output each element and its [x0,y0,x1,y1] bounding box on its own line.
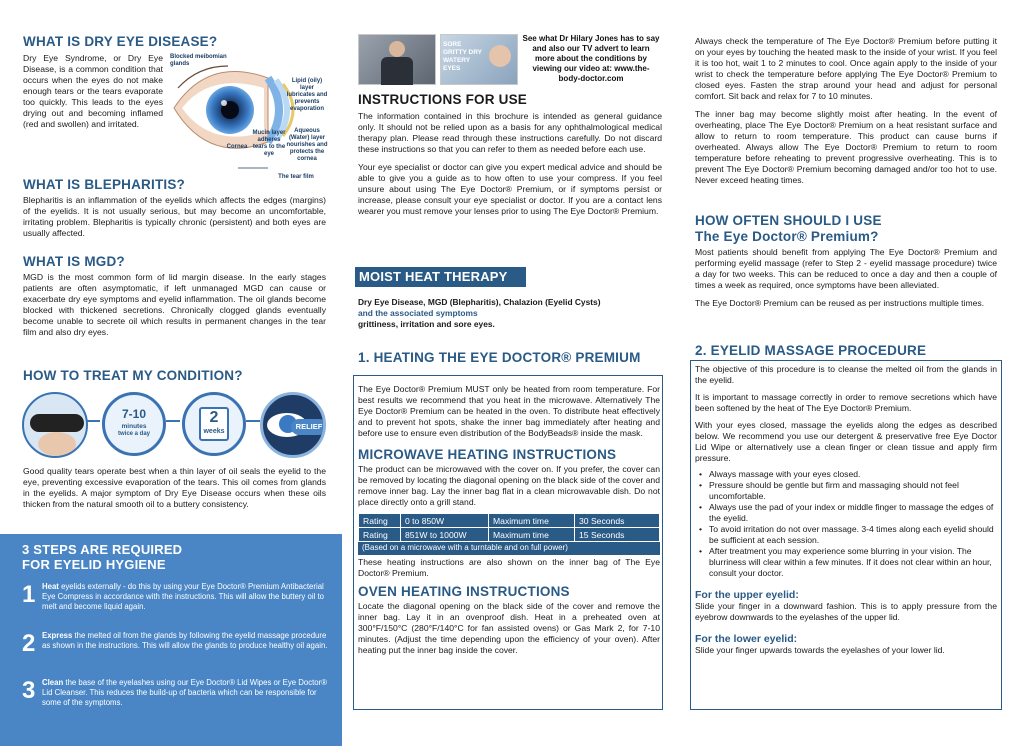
calendar-icon [182,392,246,456]
instructions-p2: Your eye specialist or doctor can give you expert medical advice and should be able to give you a guide as to how often to use your compress. If you feel unsure about using The Eye Doctor® Premium, or if symptoms persist or increase, please consult your eye specialist or doctor. If you are a contact lens wearer you must remove your lenses prior to using The Eye Doctor® Premium. [358,162,662,216]
step-2-number: 2 [22,630,36,657]
steps-heading-line1: 3 STEPS ARE REQUIRED [22,542,183,557]
video-thumbnail-advert[interactable] [440,34,518,85]
rating-note: (Based on a microwave with a turntable and on full power) [358,542,660,555]
steps-panel [0,534,342,746]
how-often-p2: The Eye Doctor® Premium can be reused as per instructions multiple times. [695,298,985,308]
step-1-bold: Heat [42,582,59,591]
step-1-text [42,582,328,612]
label-aqueous-layer: Aqueous (Water) layer nourishes and protects the cornea [286,128,328,162]
section-treat [23,368,326,384]
section-blepharitis [23,177,326,239]
microwave-after: These heating instructions are also shown on the inner bag of The Eye Doctor® Premium. [358,557,660,578]
relief-label: RELIEF [291,419,326,435]
clock-top: 7-10 [121,407,147,421]
table-cell: 0 to 850W [401,514,489,528]
steps-heading [22,542,182,572]
upper-eyelid-heading: For the upper eyelid: [695,589,799,601]
temperature-p1: Always check the temperature of The Eye Doctor® Premium before putting it on your eyes by touching the heated mask to the inside of your wrist. If you feel it is too hot, wait 1 to 2 minutes to cool. Once again apply to the inside of your wrist to check the temperature before applying The Eye Doctor® Premium to closed eyes. Fasten the strap around your head and adjust for personal comfort. Sit back and relax for 7 to 10 minutes. [695,36,997,101]
table-row [359,514,660,528]
label-tear-film: The tear film [278,174,314,180]
connector [86,420,100,422]
list-item: • To avoid irritation do not over massage. 3-4 times along each eyelid should be sufficient at each session. [699,524,997,546]
heating-body: The Eye Doctor® Premium MUST only be heated from room temperature. For best results we recommend that you heat in the microwave. Alternatively The Eye Doctor® Premium can be heated in the oven. To distribute heat effectively and to prevent hot spots, shake the inner bag immediately after heating and before use to ensure even distribution of the BodyBeads® inside the mask. [358,384,660,438]
how-often-line1: HOW OFTEN SHOULD I USE [695,213,882,228]
microwave-body: The product can be microwaved with the cover on. If you prefer, the cover can be removed by locating the diagonal opening on the black side of the cover and remove inner bag. Lay the inner bag flat in a clean microwavable dish. Do not place directly onto a grill stand. [358,464,660,507]
label-mucin-layer: Mucin layer adheres tears to the eye [252,130,286,157]
eye-mask-icon [22,392,88,458]
step-3-text [42,678,328,708]
rating-table-grid [358,513,660,542]
section-massage-heading [695,343,997,359]
label-lipid-layer: Lipid (oily) layer lubricates and prevents evaporation [286,78,328,112]
blepharitis-body: Blepharitis is an inflammation of the eyelids which affects the edges (margins) of the eyelids. It is not usually serious, but may become an uncomfortable, irritating problem. Blepharitis is typically chronic (persistent) and both eyes are usually affected. [23,195,326,238]
list-item: • Always massage with your eyes closed. [699,469,997,480]
upper-eyelid-body: Slide your finger in a downward fashion. This is to apply pressure from the eyebrow downwards to the eyelashes of the upper lid. [695,601,997,622]
massage-p2: It is important to massage correctly in order to remove secretions which have been softened by the heat of The Eye Doctor® Premium. [695,392,997,413]
list-item: • Pressure should be gentle but firm and massaging should not feel uncomfortable. [699,480,997,502]
calendar-number: 2 [209,409,219,426]
moist-heat-conditions [358,297,662,330]
temperature-p2: The inner bag may become slightly moist after heating. In the event of overheating, place The Eye Doctor® Premium on a heat resistant surface and allow to return to room temperature. This product can cause burns if overheated. Always allow The Eye Doctor® Premium to return to room temperature before reheating to prevent progressive overheating. This is to prevent The Eye Doctor® Premium becoming damaged and/or too hot to use. Never exceed heating times. [695,109,997,185]
heading-treat: HOW TO TREAT MY CONDITION? [23,368,243,383]
lower-eyelid-body: Slide your finger upwards towards the eyelashes of your lower lid. [695,645,945,655]
relief-eye-icon [260,392,326,458]
section-instructions [358,92,662,217]
heading-massage: 2. EYELID MASSAGE PROCEDURE [695,343,927,358]
section-mgd [23,254,326,338]
connector [166,420,180,422]
how-often-p1: Most patients should benefit from applying The Eye Doctor® Premium and performing eyelid massage (refer to Step 2 - eyelid massage procedure) twice a day for two weeks. This can be reduced to once a day and then a couple of times a week as required, once symptoms have been alleviated. [695,247,997,290]
list-item: • After treatment you may experience some blurring in your vision. The blurriness will clear within a few minutes. If it does not clear within an hour, consult your doctor. [699,546,997,579]
heading-oven: OVEN HEATING INSTRUCTIONS [358,584,570,599]
connector [246,420,260,422]
moist-heat-banner: MOIST HEAT THERAPY [355,267,526,287]
table-cell: Maximum time [489,528,575,542]
table-cell: 15 Seconds [575,528,660,542]
step-2-bold: Express [42,631,73,640]
video-thumbnail-doctor[interactable] [358,34,436,85]
heating-content [358,384,660,656]
conditions-line3: grittiness, irritation and sore eyes. [358,319,495,329]
calendar-unit: weeks [203,428,225,435]
table-cell: Rating [359,528,401,542]
massage-content [695,364,997,656]
oven-body: Locate the diagonal opening on the black side of the cover and remove the inner bag. Lay it in an ovenproof dish. Heat in a preheated oven at 300°F/150°C (280°F/140°C for fan assisted ovens) or Gas Mark 2, for 7-10 minutes. (Adjust the time depending upon the efficiency of your oven). After heating put the inner bag inside the cover. [358,601,660,655]
heading-heating: 1. HEATING THE EYE DOCTOR® PREMIUM [358,350,641,365]
step-1-number: 1 [22,581,36,608]
video-caption: See what Dr Hilary Jones has to say and also our TV advert to learn more about the conditions by viewing our video at: www.the-body-doctor.com [522,34,660,83]
clock-icon [102,392,166,456]
heading-how-often [695,213,997,245]
step-3-number: 3 [22,677,36,704]
table-cell: 851W to 1000W [401,528,489,542]
heading-mgd: WHAT IS MGD? [23,254,125,269]
massage-p1: The objective of this procedure is to cleanse the melted oil from the glands in the eyelid. [695,364,997,385]
table-cell: 30 Seconds [575,514,660,528]
heading-microwave: MICROWAVE HEATING INSTRUCTIONS [358,447,617,462]
steps-heading-line2: FOR EYELID HYGIENE [22,557,166,572]
label-cornea: Cornea [226,144,248,150]
step-3-bold: Clean [42,678,64,687]
rating-table [358,513,660,555]
mgd-body: MGD is the most common form of lid margin disease. In the early stages patients are often asymptomatic, if left unmanaged MGD can cause or exacerbate dry eye symptoms and eyelid inflammation. The oil glands become blocked with thickened secretions. Chronically clogged glands eventually become unable to secrete oil which results in permanent changes in the tear film and also dry eyes. [23,272,326,337]
column-left [0,0,342,746]
advert-text: SORE GRITTY DRY WATERY EYES [443,41,482,72]
conditions-line1: Dry Eye Disease, MGD (Blepharitis), Chalazion (Eyelid Cysts) [358,297,601,307]
clock-bot: twice a day [117,431,150,437]
step-2-text [42,631,328,651]
massage-bullets [699,469,997,579]
eye-diagram [168,48,328,180]
step-1-body: eyelids externally - do this by using your Eye Doctor® Premium Antibacterial Eye Compress in accordance with the instructions. This will allow the buttery oil to melt and become liquid again. [42,582,324,611]
massage-p3: With your eyes closed, massage the eyelids along the edges as described below. We recommend you use our detergent & preservative free Eye Doctor Lid Wipe or alternatively use a clean finger or clean tissue and apply firm pressure. [695,420,997,463]
step-3-body: the base of the eyelashes using our Eye Doctor® Lid Wipes or Eye Doctor® Lid Cleanser. This reduces the build-up of bacteria which can be responsible for some of the symptoms. [42,678,327,707]
section-heating [358,350,662,366]
heading-blepharitis: WHAT IS BLEPHARITIS? [23,177,185,192]
clock-mid: minutes [121,423,147,430]
table-row [359,528,660,542]
how-often-line2: The Eye Doctor® Premium? [695,229,879,244]
label-blocked-glands: Blocked meibomian glands [170,54,227,67]
heading-dry-eye: WHAT IS DRY EYE DISEASE? [23,34,218,49]
section-how-often [695,213,997,309]
table-cell: Maximum time [489,514,575,528]
section-temperature [695,36,997,186]
table-cell: Rating [359,514,401,528]
dry-eye-body: Dry Eye Syndrome, or Dry Eye Disease, is a common condition that occurs when the eyes do not make enough tears or the tears evaporate too quickly. This leads to the eyes drying out and becoming inflamed (red and swollen) and irritated. [23,53,163,129]
conditions-line2: and the associated symptoms [358,308,478,318]
lower-eyelid-heading: For the lower eyelid: [695,633,798,645]
treat-body: Good quality tears operate best when a thin layer of oil seals the eyelid to the eye, preventing excessive evaporation of the tears. This oil comes from glands in the eyelids. A major symptom of Dry Eye Disease occurs when these oils thicken from the natural smooth oil to a buttery consistency. [23,466,326,509]
step-2-body: the melted oil from the glands by following the eyelid massage procedure as shown in the instructions. This will allow the glands to produce healthy oil again. [42,631,328,650]
heading-instructions: INSTRUCTIONS FOR USE [358,92,528,107]
treatment-icons [22,390,327,460]
instructions-p1: The information contained in this brochure is intended as general guidance only. It should not be relied upon as a basis for any ophthalmological medical therapy plan. Please read through these instructions carefully. Do not discard these instructions so that you can refer to them as needed before each use. [358,111,662,154]
section-treat-body [23,466,326,510]
list-item: • Always use the pad of your index or middle finger to massage the edges of the eyelid. [699,502,997,524]
